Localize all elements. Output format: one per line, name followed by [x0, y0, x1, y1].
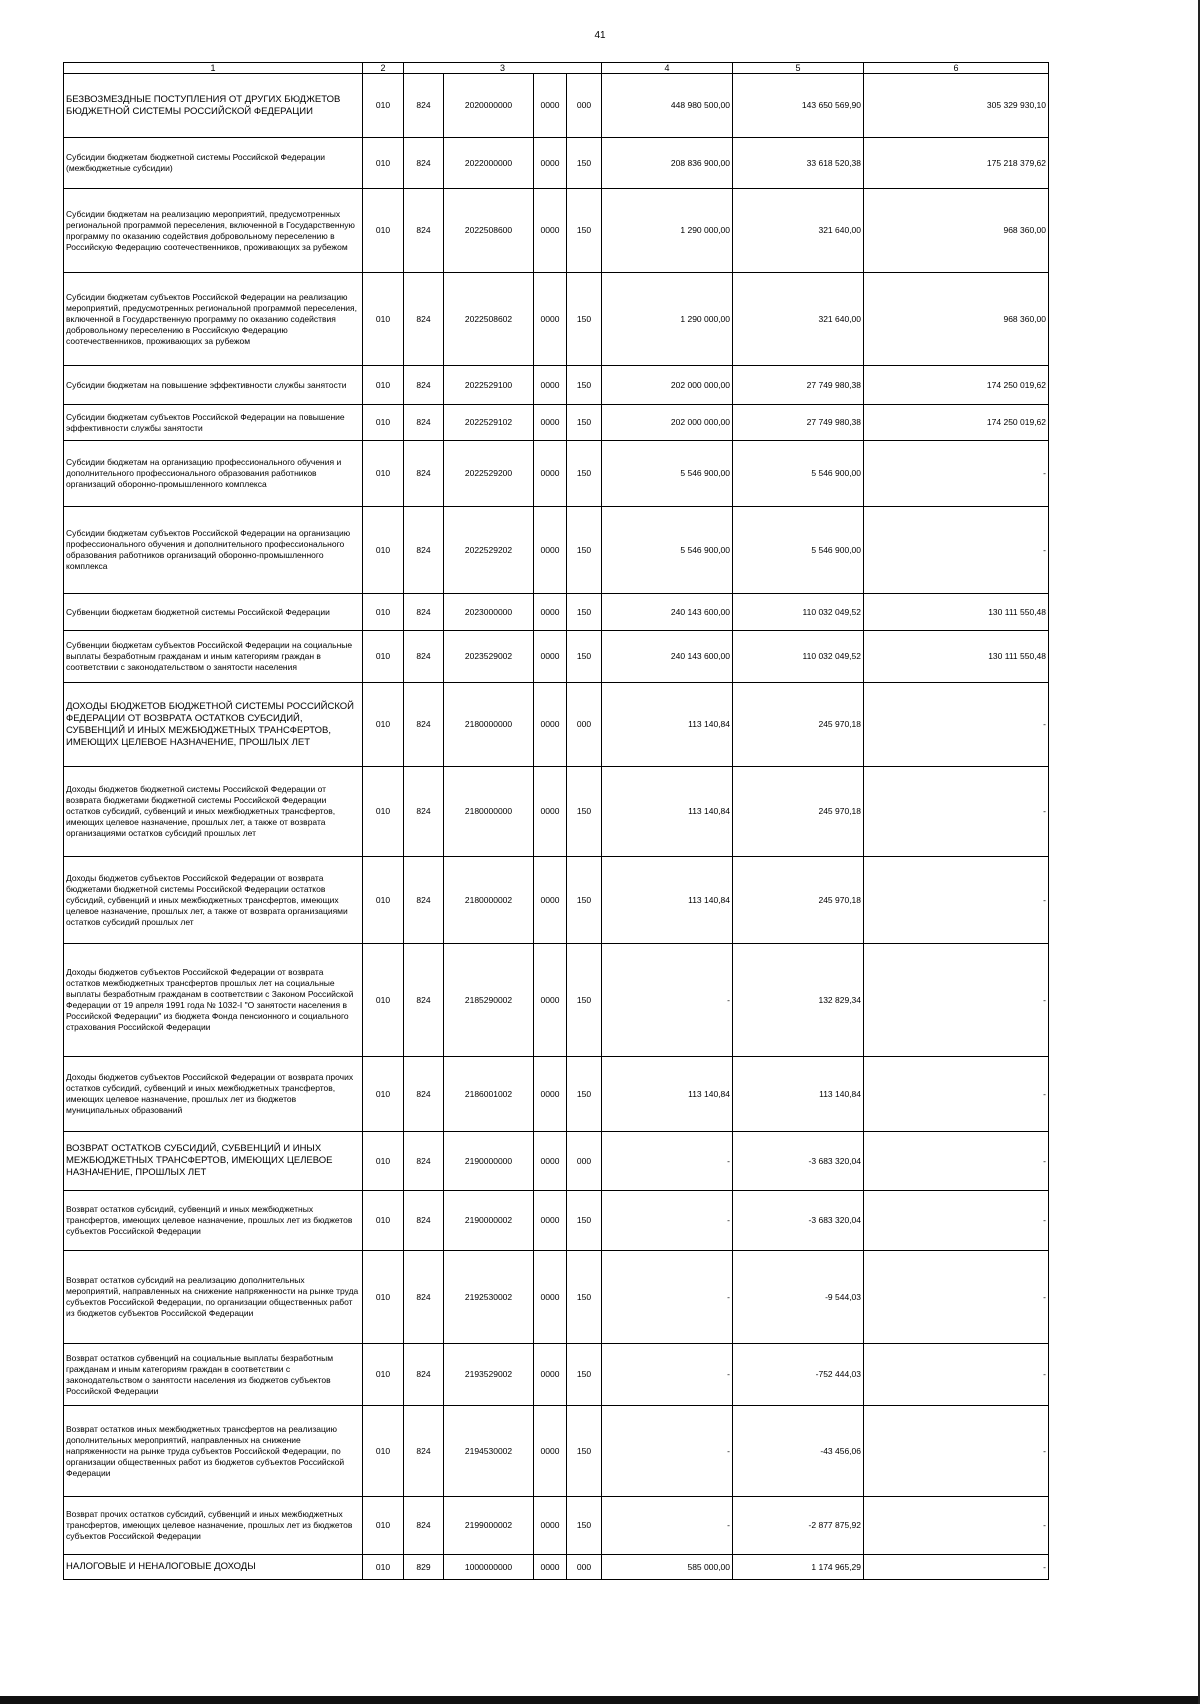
amount-executed: 5 546 900,00	[733, 441, 864, 507]
econ-code: 150	[567, 366, 602, 405]
econ-code: 150	[567, 273, 602, 366]
kbk-code: 2180000000	[444, 683, 534, 767]
row-description: Субсидии бюджетам субъектов Российской Федерации на повышение эффективности службы занятости	[64, 405, 363, 441]
econ-code: 150	[567, 1191, 602, 1251]
program-code: 0000	[534, 1191, 567, 1251]
kbk-code: 2022529200	[444, 441, 534, 507]
econ-code: 150	[567, 594, 602, 631]
kbk-code: 2022508600	[444, 189, 534, 273]
program-code: 0000	[534, 366, 567, 405]
column-number-header	[64, 63, 1049, 74]
amount-planned: -	[602, 1406, 733, 1497]
econ-code: 150	[567, 631, 602, 683]
amount-remaining: 174 250 019,62	[864, 366, 1049, 405]
chapter-code: 010	[363, 944, 404, 1057]
amount-executed: 132 829,34	[733, 944, 864, 1057]
amount-planned: 202 000 000,00	[602, 366, 733, 405]
amount-executed: 5 546 900,00	[733, 507, 864, 594]
row-description: БЕЗВОЗМЕЗДНЫЕ ПОСТУПЛЕНИЯ ОТ ДРУГИХ БЮДЖЕТОВ БЮДЖЕТНОЙ СИСТЕМЫ РОССИЙСКОЙ ФЕДЕРАЦИИ	[64, 74, 363, 138]
econ-code: 150	[567, 944, 602, 1057]
row-description: Возврат остатков субсидий, субвенций и иных межбюджетных трансфертов, имеющих целевое назначение, прошлых лет из бюджетов субъектов Российской Федерации	[64, 1191, 363, 1251]
program-code: 0000	[534, 1406, 567, 1497]
econ-code: 150	[567, 189, 602, 273]
kbk-code: 2022529102	[444, 405, 534, 441]
amount-remaining: -	[864, 1406, 1049, 1497]
amount-executed: 33 618 520,38	[733, 138, 864, 189]
admin-code: 824	[404, 683, 444, 767]
chapter-code: 010	[363, 683, 404, 767]
chapter-code: 010	[363, 1406, 404, 1497]
header-cell: 6	[864, 63, 1049, 74]
amount-executed: 1 174 965,29	[733, 1555, 864, 1580]
program-code: 0000	[534, 1555, 567, 1580]
amount-remaining: 968 360,00	[864, 273, 1049, 366]
amount-executed: 245 970,18	[733, 767, 864, 857]
amount-remaining: -	[864, 683, 1049, 767]
amount-executed: 110 032 049,52	[733, 631, 864, 683]
program-code: 0000	[534, 594, 567, 631]
program-code: 0000	[534, 944, 567, 1057]
kbk-code: 2180000000	[444, 767, 534, 857]
amount-remaining: -	[864, 1191, 1049, 1251]
amount-remaining: -	[864, 1555, 1049, 1580]
amount-planned: 208 836 900,00	[602, 138, 733, 189]
econ-code: 150	[567, 1057, 602, 1132]
amount-planned: 113 140,84	[602, 683, 733, 767]
chapter-code: 010	[363, 857, 404, 944]
table-row	[64, 1132, 1049, 1191]
amount-planned: 202 000 000,00	[602, 405, 733, 441]
program-code: 0000	[534, 273, 567, 366]
amount-remaining: -	[864, 1251, 1049, 1344]
admin-code: 824	[404, 944, 444, 1057]
table-row	[64, 507, 1049, 594]
kbk-code: 2180000002	[444, 857, 534, 944]
row-description: Возврат прочих остатков субсидий, субвенций и иных межбюджетных трансфертов, имеющих целевое назначение, прошлых лет из бюджетов субъектов Российской Федерации	[64, 1497, 363, 1555]
row-description: Возврат остатков субвенций на социальные выплаты безработным гражданам и иным категориям граждан в соответствии с законодательством о занятости населения из бюджетов субъектов Российской Федерации	[64, 1344, 363, 1406]
program-code: 0000	[534, 74, 567, 138]
amount-remaining: -	[864, 507, 1049, 594]
econ-code: 000	[567, 1132, 602, 1191]
header-cell: 3	[404, 63, 602, 74]
amount-remaining: 130 111 550,48	[864, 631, 1049, 683]
admin-code: 824	[404, 138, 444, 189]
table-row	[64, 683, 1049, 767]
amount-remaining: -	[864, 1344, 1049, 1406]
amount-executed: -3 683 320,04	[733, 1132, 864, 1191]
chapter-code: 010	[363, 189, 404, 273]
amount-executed: 321 640,00	[733, 273, 864, 366]
table-row	[64, 138, 1049, 189]
row-description: Доходы бюджетов субъектов Российской Федерации от возврата прочих остатков субсидий, субвенций и иных межбюджетных трансфертов, имеющих целевое назначение, прошлых лет из бюджетов муниципальных образований	[64, 1057, 363, 1132]
row-description: Доходы бюджетов субъектов Российской Федерации от возврата остатков межбюджетных трансфертов прошлых лет на социальные выплаты безработным гражданам в соответствии с Законом Российской Федерации от 19 апреля 1991 года № 1032-I "О занятости населения в Российской Федерации" из бюджета Фонда пенсионного и социального страхования Российской Федерации	[64, 944, 363, 1057]
kbk-code: 2023000000	[444, 594, 534, 631]
admin-code: 824	[404, 507, 444, 594]
amount-planned: 448 980 500,00	[602, 74, 733, 138]
chapter-code: 010	[363, 1132, 404, 1191]
kbk-code: 1000000000	[444, 1555, 534, 1580]
amount-remaining: 174 250 019,62	[864, 405, 1049, 441]
amount-planned: 585 000,00	[602, 1555, 733, 1580]
admin-code: 824	[404, 405, 444, 441]
amount-remaining: -	[864, 1057, 1049, 1132]
table-row	[64, 1555, 1049, 1580]
amount-remaining: 968 360,00	[864, 189, 1049, 273]
admin-code: 824	[404, 767, 444, 857]
admin-code: 824	[404, 189, 444, 273]
chapter-code: 010	[363, 767, 404, 857]
econ-code: 150	[567, 507, 602, 594]
program-code: 0000	[534, 1132, 567, 1191]
kbk-code: 2192530002	[444, 1251, 534, 1344]
econ-code: 150	[567, 1497, 602, 1555]
admin-code: 824	[404, 1497, 444, 1555]
chapter-code: 010	[363, 1251, 404, 1344]
chapter-code: 010	[363, 138, 404, 189]
kbk-code: 2186001002	[444, 1057, 534, 1132]
table-row	[64, 594, 1049, 631]
admin-code: 824	[404, 273, 444, 366]
chapter-code: 010	[363, 631, 404, 683]
amount-executed: -2 877 875,92	[733, 1497, 864, 1555]
amount-remaining: -	[864, 857, 1049, 944]
amount-executed: 245 970,18	[733, 857, 864, 944]
econ-code: 000	[567, 1555, 602, 1580]
program-code: 0000	[534, 1251, 567, 1344]
amount-executed: -752 444,03	[733, 1344, 864, 1406]
econ-code: 150	[567, 1406, 602, 1497]
chapter-code: 010	[363, 507, 404, 594]
amount-remaining: 175 218 379,62	[864, 138, 1049, 189]
chapter-code: 010	[363, 74, 404, 138]
admin-code: 824	[404, 631, 444, 683]
econ-code: 150	[567, 1344, 602, 1406]
amount-planned: 240 143 600,00	[602, 594, 733, 631]
row-description: Субсидии бюджетам субъектов Российской Федерации на реализацию мероприятий, предусмотренных региональной программой переселения, включенной в Государственную программу по оказанию содействия добровольному переселению в Российскую Федерацию соотечественников, проживающих за рубежом	[64, 273, 363, 366]
program-code: 0000	[534, 631, 567, 683]
amount-planned: 1 290 000,00	[602, 273, 733, 366]
chapter-code: 010	[363, 405, 404, 441]
amount-planned: -	[602, 944, 733, 1057]
admin-code: 824	[404, 594, 444, 631]
table-row	[64, 74, 1049, 138]
chapter-code: 010	[363, 273, 404, 366]
amount-planned: 5 546 900,00	[602, 441, 733, 507]
table-row	[64, 1191, 1049, 1251]
amount-remaining: 130 111 550,48	[864, 594, 1049, 631]
header-cell: 5	[733, 63, 864, 74]
econ-code: 150	[567, 138, 602, 189]
program-code: 0000	[534, 1497, 567, 1555]
amount-planned: 5 546 900,00	[602, 507, 733, 594]
table-row	[64, 1251, 1049, 1344]
table-row	[64, 273, 1049, 366]
table-row	[64, 405, 1049, 441]
row-description: Субсидии бюджетам субъектов Российской Федерации на организацию профессионального обучения и дополнительного профессионального образования работников организаций оборонно-промышленного комплекса	[64, 507, 363, 594]
kbk-code: 2020000000	[444, 74, 534, 138]
admin-code: 829	[404, 1555, 444, 1580]
amount-executed: 110 032 049,52	[733, 594, 864, 631]
table-row	[64, 366, 1049, 405]
program-code: 0000	[534, 857, 567, 944]
econ-code: 150	[567, 441, 602, 507]
program-code: 0000	[534, 1344, 567, 1406]
program-code: 0000	[534, 507, 567, 594]
row-description: Возврат остатков иных межбюджетных трансфертов на реализацию дополнительных мероприятий, направленных на снижение напряженности на рынке труда субъектов Российской Федерации, по организации общественных работ из бюджетов субъектов Российской Федерации	[64, 1406, 363, 1497]
chapter-code: 010	[363, 1191, 404, 1251]
econ-code: 150	[567, 405, 602, 441]
header-cell: 1	[64, 63, 363, 74]
row-description: Возврат остатков субсидий на реализацию дополнительных мероприятий, направленных на снижение напряженности на рынке труда субъектов Российской Федерации, по организации общественных работ из бюджетов субъектов Российской Федерации	[64, 1251, 363, 1344]
admin-code: 824	[404, 857, 444, 944]
amount-planned: 240 143 600,00	[602, 631, 733, 683]
kbk-code: 2022000000	[444, 138, 534, 189]
row-description: НАЛОГОВЫЕ И НЕНАЛОГОВЫЕ ДОХОДЫ	[64, 1555, 363, 1580]
amount-remaining: 305 329 930,10	[864, 74, 1049, 138]
table-row	[64, 1057, 1049, 1132]
amount-executed: -9 544,03	[733, 1251, 864, 1344]
table-row	[64, 1406, 1049, 1497]
amount-planned: 1 290 000,00	[602, 189, 733, 273]
table-row	[64, 767, 1049, 857]
row-description: Субсидии бюджетам на повышение эффективности службы занятости	[64, 366, 363, 405]
table-row	[64, 857, 1049, 944]
amount-remaining: -	[864, 441, 1049, 507]
admin-code: 824	[404, 366, 444, 405]
row-description: Субвенции бюджетам бюджетной системы Российской Федерации	[64, 594, 363, 631]
row-description: Субсидии бюджетам на реализацию мероприятий, предусмотренных региональной программой переселения, включенной в Государственную программу по оказанию содействия добровольному переселению в Российскую Федерацию соотечественников, проживающих за рубежом	[64, 189, 363, 273]
admin-code: 824	[404, 441, 444, 507]
amount-executed: 321 640,00	[733, 189, 864, 273]
amount-planned: -	[602, 1497, 733, 1555]
amount-executed: -3 683 320,04	[733, 1191, 864, 1251]
admin-code: 824	[404, 1344, 444, 1406]
program-code: 0000	[534, 683, 567, 767]
row-description: Доходы бюджетов субъектов Российской Федерации от возврата бюджетами бюджетной системы Российской Федерации остатков субсидий, субвенций и иных межбюджетных трансфертов, имеющих целевое назначение, прошлых лет, а также от возврата организациями остатков субсидий прошлых лет	[64, 857, 363, 944]
page-number: 41	[594, 30, 606, 41]
header-cell: 2	[363, 63, 404, 74]
kbk-code: 2185290002	[444, 944, 534, 1057]
kbk-code: 2190000002	[444, 1191, 534, 1251]
budget-revenue-table	[63, 62, 1049, 1580]
admin-code: 824	[404, 1057, 444, 1132]
amount-executed: 143 650 569,90	[733, 74, 864, 138]
chapter-code: 010	[363, 1497, 404, 1555]
chapter-code: 010	[363, 594, 404, 631]
kbk-code: 2190000000	[444, 1132, 534, 1191]
program-code: 0000	[534, 441, 567, 507]
chapter-code: 010	[363, 441, 404, 507]
admin-code: 824	[404, 74, 444, 138]
econ-code: 150	[567, 767, 602, 857]
table-row	[64, 631, 1049, 683]
amount-planned: 113 140,84	[602, 1057, 733, 1132]
table-row	[64, 1344, 1049, 1406]
econ-code: 150	[567, 857, 602, 944]
admin-code: 824	[404, 1251, 444, 1344]
amount-planned: 113 140,84	[602, 857, 733, 944]
row-description: Субвенции бюджетам субъектов Российской Федерации на социальные выплаты безработным гражданам и иным категориям граждан в соответствии с законодательством о занятости населения	[64, 631, 363, 683]
amount-executed: 27 749 980,38	[733, 366, 864, 405]
amount-executed: -43 456,06	[733, 1406, 864, 1497]
row-description: Доходы бюджетов бюджетной системы Российской Федерации от возврата бюджетами бюджетной системы Российской Федерации остатков субсидий, субвенций и иных межбюджетных трансфертов, имеющих целевое назначение, прошлых лет, а также от возврата организациями остатков субсидий прошлых лет	[64, 767, 363, 857]
amount-planned: -	[602, 1132, 733, 1191]
header-cell: 4	[602, 63, 733, 74]
econ-code: 150	[567, 1251, 602, 1344]
admin-code: 824	[404, 1132, 444, 1191]
kbk-code: 2022529202	[444, 507, 534, 594]
amount-remaining: -	[864, 944, 1049, 1057]
kbk-code: 2023529002	[444, 631, 534, 683]
table-row	[64, 1497, 1049, 1555]
amount-planned: -	[602, 1251, 733, 1344]
amount-executed: 27 749 980,38	[733, 405, 864, 441]
program-code: 0000	[534, 138, 567, 189]
amount-remaining: -	[864, 1497, 1049, 1555]
kbk-code: 2199000002	[444, 1497, 534, 1555]
econ-code: 000	[567, 74, 602, 138]
row-description: Субсидии бюджетам на организацию профессионального обучения и дополнительного профессионального образования работников организаций оборонно-промышленного комплекса	[64, 441, 363, 507]
kbk-code: 2194530002	[444, 1406, 534, 1497]
amount-planned: -	[602, 1191, 733, 1251]
chapter-code: 010	[363, 366, 404, 405]
chapter-code: 010	[363, 1344, 404, 1406]
kbk-code: 2022508602	[444, 273, 534, 366]
chapter-code: 010	[363, 1057, 404, 1132]
program-code: 0000	[534, 189, 567, 273]
kbk-code: 2022529100	[444, 366, 534, 405]
scan-border-bottom	[0, 1696, 1200, 1704]
amount-remaining: -	[864, 1132, 1049, 1191]
admin-code: 824	[404, 1191, 444, 1251]
amount-executed: 113 140,84	[733, 1057, 864, 1132]
amount-executed: 245 970,18	[733, 683, 864, 767]
chapter-code: 010	[363, 1555, 404, 1580]
row-description: Субсидии бюджетам бюджетной системы Российской Федерации (межбюджетные субсидии)	[64, 138, 363, 189]
econ-code: 000	[567, 683, 602, 767]
row-description: ДОХОДЫ БЮДЖЕТОВ БЮДЖЕТНОЙ СИСТЕМЫ РОССИЙСКОЙ ФЕДЕРАЦИИ ОТ ВОЗВРАТА ОСТАТКОВ СУБСИДИЙ, СУБВЕНЦИЙ И ИНЫХ МЕЖБЮДЖЕТНЫХ ТРАНСФЕРТОВ, ИМЕЮЩИХ ЦЕЛЕВОЕ НАЗНАЧЕНИЕ, ПРОШЛЫХ ЛЕТ	[64, 683, 363, 767]
table-row	[64, 441, 1049, 507]
amount-planned: 113 140,84	[602, 767, 733, 857]
amount-planned: -	[602, 1344, 733, 1406]
program-code: 0000	[534, 1057, 567, 1132]
table-row	[64, 189, 1049, 273]
program-code: 0000	[534, 767, 567, 857]
amount-remaining: -	[864, 767, 1049, 857]
admin-code: 824	[404, 1406, 444, 1497]
row-description: ВОЗВРАТ ОСТАТКОВ СУБСИДИЙ, СУБВЕНЦИЙ И ИНЫХ МЕЖБЮДЖЕТНЫХ ТРАНСФЕРТОВ, ИМЕЮЩИХ ЦЕЛЕВОЕ НАЗНАЧЕНИЕ, ПРОШЛЫХ ЛЕТ	[64, 1132, 363, 1191]
table-row	[64, 944, 1049, 1057]
kbk-code: 2193529002	[444, 1344, 534, 1406]
program-code: 0000	[534, 405, 567, 441]
